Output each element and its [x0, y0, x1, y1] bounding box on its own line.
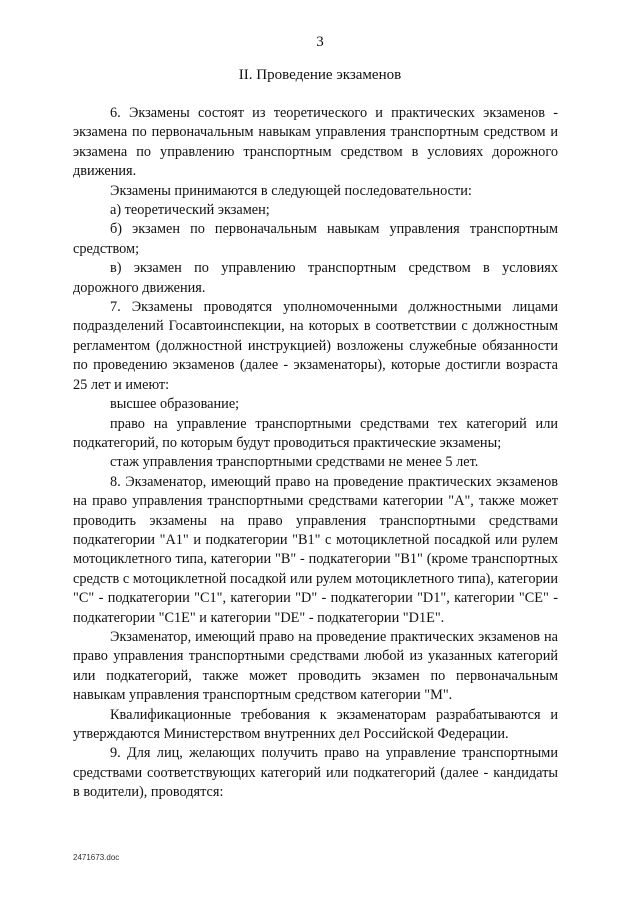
paragraph-8-qualification: Квалификационные требования к экзаменаторам разрабатываются и утверждаются Министерством внутренних дел Российской Федерации.	[73, 706, 558, 742]
paragraph-exam-order: Экзамены принимаются в следующей последовательности:	[110, 182, 472, 199]
paragraph-8-examiner-any: Экзаменатор, имеющий право на проведение практических экзаменов на право управления транспортными средствами любой из указанных категорий или подкатегорий, также может проводить экзамен по первоначальным навыкам управления транспортным средством категории "М".	[73, 628, 558, 704]
paragraph-7: 7. Экзамены проводятся уполномоченными должностными лицами подразделений Госавтоинспекции, на которых в соответствии с должностным регламентом (должностной инструкцией) возложены служебные обязанности по проведению экзаменов (далее - экзаменаторы), которые достигли возраста 25 лет и имеют:	[73, 299, 558, 393]
paragraph-6: 6. Экзамены состоят из теоретического и практических экзаменов - экзамена по первоначальным навыкам управления транспортным средством и экзамена по управлению транспортным средством в условиях дорожного движения.	[73, 105, 558, 180]
requirement-experience: стаж управления транспортными средствами не менее 5 лет.	[110, 454, 479, 471]
section-title: II. Проведение экзаменов	[238, 67, 402, 83]
body-text	[73, 104, 558, 803]
requirement-education: высшее образование;	[110, 396, 240, 413]
paragraph-8: 8. Экзаменатор, имеющий право на проведение практических экзаменов на право управления транспортными средствами категории "А", также может проводить экзамены на право управления транспортными средствами подкатегории "А1" и подкатегории "В1" с мотоциклетной посадкой или рулем мотоциклетного типа, категории "В" - подкатегории "В1" (кроме транспортных средств с мотоциклетной посадкой или рулем мотоциклетного типа), категории "С" - подкатегории "С1", категории "D" - подкатегории "D1", категории "СЕ" - подкатегории "С1Е" и категории "DE" - подкатегории "D1E".	[73, 473, 558, 626]
page-number: 3	[316, 34, 324, 50]
file-name-footer: 2471673.doc	[73, 853, 120, 862]
list-item-a: а) теоретический экзамен;	[110, 202, 270, 219]
paragraph-9: 9. Для лиц, желающих получить право на управление транспортными средствами соответствующих категорий или подкатегорий (далее - кандидаты в водители), проводятся:	[73, 745, 558, 801]
list-item-v: в) экзамен по управлению транспортным средством в условиях дорожного движения.	[73, 260, 558, 296]
list-item-b: б) экзамен по первоначальным навыкам управления транспортным средством;	[73, 221, 558, 257]
requirement-license: право на управление транспортными средствами тех категорий или подкатегорий, по которым будут проводиться практические экзамены;	[73, 415, 558, 451]
